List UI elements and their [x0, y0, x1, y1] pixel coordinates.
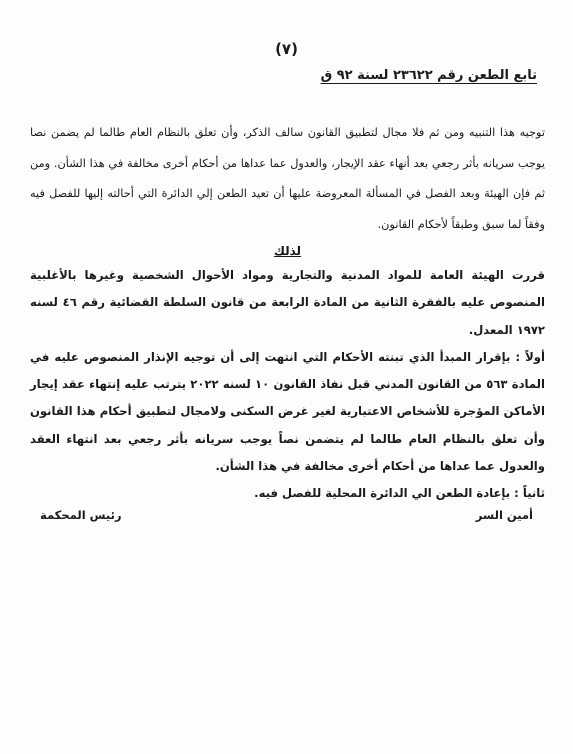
page-number: (٧) — [275, 40, 298, 58]
document-body — [30, 118, 545, 508]
paragraph-second-ruling: ثانياً : بإعادة الطعن الي الدائرة المحلية للفصل فيه. — [254, 486, 545, 501]
paragraph-first-ruling: أولاً : بإقرار المبدأ الذي تبنته الأحكام التي انتهت إلى أن توجيه الإنذار المنصوص عليه في المادة ٥٦٣ من القانون المدني قبل نفاذ القانون ١٠ لسنه ٢٠٢٢ يترتب عليه إنتهاء عقد إيجار الأماكن المؤجرة للأشخاص الاعتبارية لغير غرض السكنى ولامجال لتطبيق أحكام هذا القانون وأن تعلق بالنظام العام طالما لم يتضمن نصاً يوجب سريانه بأثر رجعي بعد انتهاء العقد والعدول عما عداها من أحكام أخرى مخالفة في هذا الشأن. — [30, 349, 545, 474]
section-heading: لذلك — [273, 244, 302, 258]
paragraph-reasoning: توجيه هذا التنبيه ومن ثم فلا مجال لتطبيق القانون سالف الذكر، وأن تعلق بالنظام العام طالما لم يضمن نصا يوجب سريانه بأثر رجعي بعد أنهاء عقد الإيجار، والعدول عما عداها من أحكام أخرى مخالفة في هذا الشأن. ومن ثم فإن الهيئة وبعد الفصل في المسألة المعروضة عليها أن تعيد الطعن إلي الدائرة التي أحالته إليها للفصل فيه وفقاً لما سبق وطبقاً لأحكام القانون. — [30, 126, 545, 231]
signature-court-president: رئيس المحكمة — [40, 508, 122, 522]
case-reference: تابع الطعن رقم ٢٣٦٢٢ لسنة ٩٢ ق — [320, 68, 537, 83]
signature-block — [40, 508, 533, 522]
signature-secretary: أمين السر — [475, 508, 533, 522]
paragraph-decision: قررت الهيئة العامة للمواد المدنية والتجارية ومواد الأحوال الشخصية وغيرها بالأغلبية المنصوص عليه بالفقرة الثانية من المادة الرابعة من قانون السلطة القضائية رقم ٤٦ لسنه ١٩٧٢ المعدل. — [30, 268, 545, 337]
